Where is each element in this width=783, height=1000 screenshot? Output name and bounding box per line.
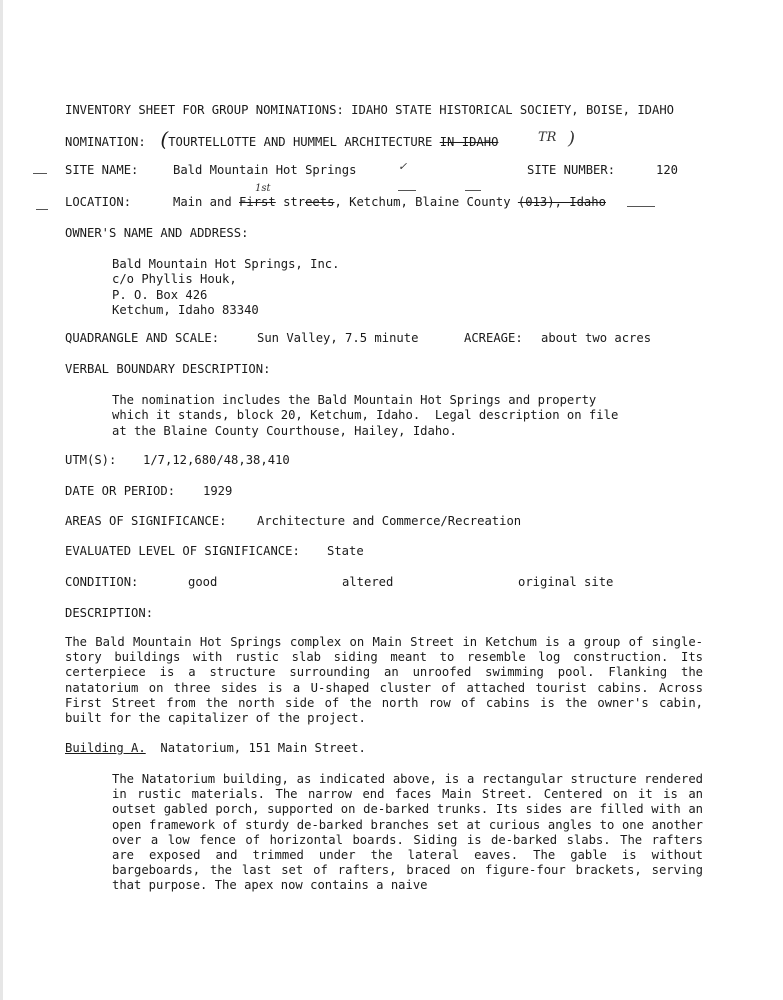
building-a-heading: Building A. — [65, 741, 146, 755]
owner-line: P. O. Box 426 — [112, 288, 208, 302]
acreage-label: ACREAGE: — [464, 331, 523, 345]
struck-first: First — [239, 195, 276, 209]
level-value: State — [327, 544, 364, 558]
boundary-line: at the Blaine County Courthouse, Hailey, Idaho. — [112, 424, 457, 438]
building-a-title: Natatorium, 151 Main Street. — [160, 741, 366, 755]
description-label: DESCRIPTION: — [65, 606, 154, 620]
location-label: LOCATION: — [65, 195, 132, 209]
utm-label: UTM(S): — [65, 453, 117, 467]
owner-line: Bald Mountain Hot Springs, Inc. — [112, 257, 340, 271]
struck-tail: (013), Idaho — [517, 195, 606, 209]
quadrangle-value: Sun Valley, 7.5 minute — [257, 331, 419, 345]
owner-line: Ketchum, Idaho 83340 — [112, 303, 259, 317]
acreage-value: about two acres — [541, 331, 652, 345]
utm-value: 1/7,12,680/48,38,410 — [143, 453, 290, 467]
nomination-handwritten: TR — [538, 130, 557, 145]
handwritten-close-bracket: ) — [568, 128, 576, 149]
owner-label: OWNER'S NAME AND ADDRESS: — [65, 226, 249, 240]
edit-mark — [465, 190, 481, 191]
condition-label: CONDITION: — [65, 575, 139, 589]
margin-tick-mark — [33, 173, 47, 174]
edit-mark — [398, 190, 416, 191]
handwritten-1st: 1st — [255, 183, 271, 194]
handwritten-bracket: ( — [160, 127, 169, 151]
building-a-paragraph: The Natatorium building, as indicated above, is a rectangular structure rendered in rustic materials. The narrow end faces Main Street. Centered on it is an outset gabled porch, supported on de-barked trunks. Its sides are filled with an open framework of sturdy de-barked branches set at curious angles to one another over a low fence of horizontal boards. Siding is de-barked slabs. The rafters are exposed and trimmed under the lateral eaves. The gable is without bargeboards, the last set of rafters, braced on figure-four brackets, serving that purpose. The apex now contains a naive — [112, 772, 703, 893]
nomination-value: TOURTELLOTTE AND HUMMEL ARCHITECTURE — [168, 135, 433, 149]
condition-altered: altered — [342, 575, 394, 589]
nomination-struck: IN IDAHO — [439, 135, 499, 149]
boundary-label: VERBAL BOUNDARY DESCRIPTION: — [65, 362, 271, 376]
owner-line: c/o Phyllis Houk, — [112, 272, 237, 286]
building-a-heading-row — [65, 741, 366, 756]
description-paragraph: The Bald Mountain Hot Springs complex on Main Street in Ketchum is a group of single-story buildings with rustic slab siding meant to resemble log construction. Its certerpiece is a structure surrounding an unroofed swimming pool. Flanking the natatorium on three sides is a U-shaped cluster of attached tourist cabins. Across First Street from the north side of the north row of cabins is the owner's cabin, built for the capitalizer of the project. — [65, 635, 703, 726]
check-mark: ✓ — [398, 160, 408, 173]
site-number-label: SITE NUMBER: — [527, 163, 616, 177]
quadrangle-label: QUADRANGLE AND SCALE: — [65, 331, 220, 345]
site-number: 120 — [656, 163, 679, 177]
margin-tick-mark — [36, 209, 48, 210]
boundary-line: which it stands, block 20, Ketchum, Idaho. Legal description on file — [112, 408, 619, 422]
nomination-label: NOMINATION: — [65, 135, 146, 149]
edit-mark — [627, 206, 655, 207]
page-title: INVENTORY SHEET FOR GROUP NOMINATIONS: IDAHO STATE HISTORICAL SOCIETY, BOISE, IDAHO — [65, 103, 675, 117]
struck-eets: eets — [305, 195, 335, 209]
areas-label: AREAS OF SIGNIFICANCE: — [65, 514, 227, 528]
scan-edge — [0, 0, 3, 1000]
location-value: Main and First streets, Ketchum, Blaine County (013), Idaho — [173, 195, 606, 209]
period-value: 1929 — [203, 484, 233, 498]
period-label: DATE OR PERIOD: — [65, 484, 176, 498]
nomination-row — [65, 127, 499, 151]
site-name-label: SITE NAME: — [65, 163, 139, 177]
condition-good: good — [188, 575, 218, 589]
areas-value: Architecture and Commerce/Recreation — [257, 514, 522, 528]
boundary-line: The nomination includes the Bald Mountain Hot Springs and property — [112, 393, 597, 407]
level-label: EVALUATED LEVEL OF SIGNIFICANCE: — [65, 544, 300, 558]
condition-original-site: original site — [518, 575, 614, 589]
site-name: Bald Mountain Hot Springs — [173, 163, 357, 177]
